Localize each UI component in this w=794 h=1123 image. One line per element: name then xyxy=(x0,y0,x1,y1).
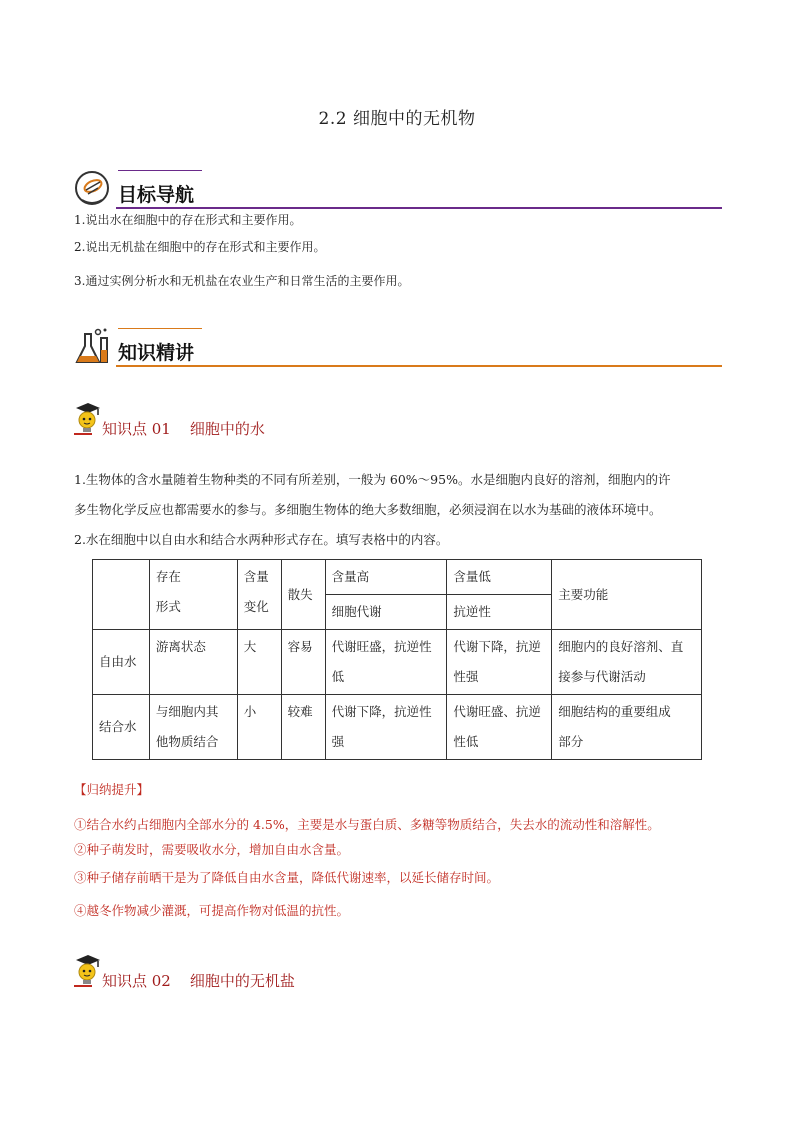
objective-item: 3.通过实例分析水和无机盐在农业生产和日常生活的主要作用。 xyxy=(74,274,410,288)
table-row xyxy=(93,695,702,760)
section-underline-purple xyxy=(116,207,722,209)
table-header-cell: 细胞代谢 xyxy=(325,595,447,630)
table-cell: 代谢旺盛、抗逆 性低 xyxy=(447,695,552,760)
table-header-cell: 存在 形式 xyxy=(149,560,237,630)
section-top-rule xyxy=(118,328,202,329)
knowledge-point-title: 知识点 02 细胞中的无机盐 xyxy=(102,972,295,990)
paragraph-line: 2.水在细胞中以自由水和结合水两种形式存在。填写表格中的内容。 xyxy=(74,532,449,547)
objective-item: 1.说出水在细胞中的存在形式和主要作用。 xyxy=(74,213,302,227)
section-underline-orange xyxy=(116,365,722,367)
table-header-cell: 散失 xyxy=(281,560,325,630)
summary-item: ④越冬作物减少灌溉，可提高作物对低温的抗性。 xyxy=(74,903,350,918)
table-cell: 代谢旺盛，抗逆性 低 xyxy=(325,630,447,695)
table-cell: 大 xyxy=(237,630,281,695)
paragraph-line: 多生物化学反应也都需要水的参与。多细胞生物体的绝大多数细胞，必须浸润在以水为基础的液体环境中。 xyxy=(74,502,662,517)
table-row xyxy=(93,630,702,695)
goal-book-icon xyxy=(72,168,112,208)
table-cell: 代谢下降，抗逆性 强 xyxy=(325,695,447,760)
paragraph-line: 1.生物体的含水量随着生物种类的不同有所差别，一般为 60%～95%。水是细胞内良好的溶剂，细胞内的许 xyxy=(74,472,671,487)
table-cell: 细胞结构的重要组成 部分 xyxy=(552,695,702,760)
objective-item: 2.说出无机盐在细胞中的存在形式和主要作用。 xyxy=(74,240,326,254)
section-header-objectives xyxy=(72,168,722,212)
summary-item: ①结合水约占细胞内全部水分的 4.5%，主要是水与蛋白质、多糖等物质结合，失去水的流动性和溶解性。 xyxy=(74,817,660,832)
table-cell: 与细胞内其 他物质结合 xyxy=(149,695,237,760)
section-header-knowledge xyxy=(72,326,722,370)
section-heading-objectives: 目标导航 xyxy=(118,184,195,206)
table-header-cell: 含量低 xyxy=(447,560,552,595)
table-row xyxy=(93,560,702,595)
section-top-rule xyxy=(118,170,202,171)
water-form-table xyxy=(92,559,702,760)
table-cell: 小 xyxy=(237,695,281,760)
table-cell: 代谢下降，抗逆 性强 xyxy=(447,630,552,695)
table-cell-empty xyxy=(93,560,150,630)
paragraph xyxy=(74,465,726,555)
table-header-cell: 主要功能 xyxy=(552,560,702,630)
page-title: 2.2 细胞中的无机物 xyxy=(318,109,476,129)
table-header-cell: 抗逆性 xyxy=(447,595,552,630)
graduate-bulb-icon xyxy=(72,952,102,990)
table-cell: 结合水 xyxy=(93,695,150,760)
knowledge-point-title: 知识点 01 细胞中的水 xyxy=(102,420,265,438)
table-cell: 自由水 xyxy=(93,630,150,695)
lab-flask-icon xyxy=(72,326,112,366)
graduate-bulb-icon xyxy=(72,400,102,438)
section-heading-knowledge: 知识精讲 xyxy=(118,342,195,364)
table-cell: 容易 xyxy=(281,630,325,695)
summary-item: ②种子萌发时，需要吸收水分，增加自由水含量。 xyxy=(74,842,350,857)
table-cell: 细胞内的良好溶剂、直 接参与代谢活动 xyxy=(552,630,702,695)
table-cell: 较难 xyxy=(281,695,325,760)
table-cell: 游离状态 xyxy=(149,630,237,695)
table-header-cell: 含量高 xyxy=(325,560,447,595)
table-header-cell: 含量 变化 xyxy=(237,560,281,630)
summary-item: ③种子储存前晒干是为了降低自由水含量，降低代谢速率，以延长储存时间。 xyxy=(74,870,500,885)
summary-title: 【归纳提升】 xyxy=(74,782,150,797)
